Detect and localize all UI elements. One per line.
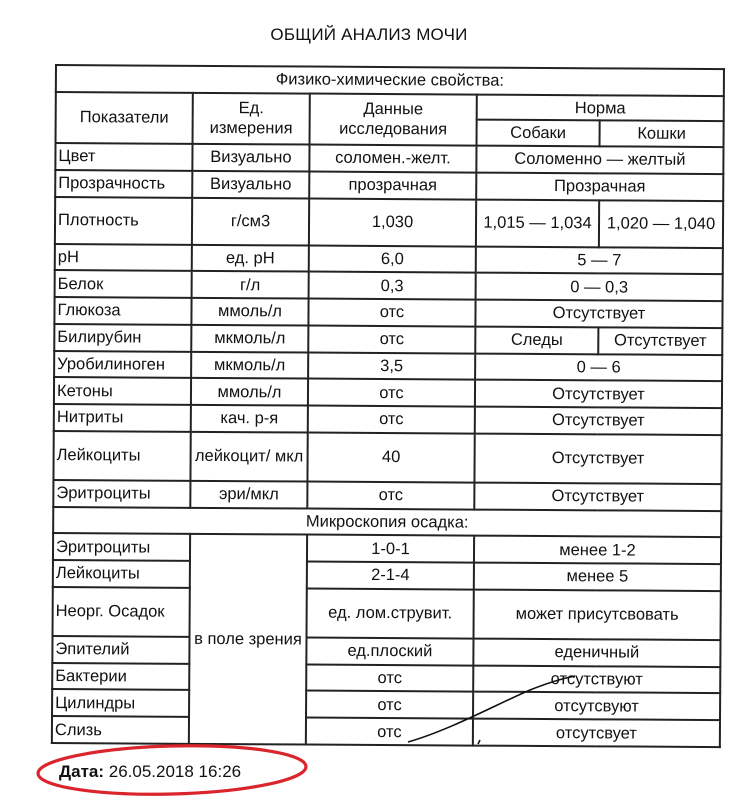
analysis-table <box>51 64 725 748</box>
analysis-table-sheet <box>51 64 723 748</box>
row-norm-dogs: Следы <box>475 326 598 353</box>
row-unit: ед. pH <box>192 244 309 271</box>
micro-row-value: ед.плоский <box>306 638 473 666</box>
row-unit: Визуально <box>192 171 309 198</box>
row-value: отс <box>308 379 475 407</box>
row-name: Лейкоциты <box>53 431 190 481</box>
row-norm: 0 — 6 <box>475 353 722 381</box>
row-value: 3,5 <box>308 352 475 380</box>
row-name: Белок <box>55 270 192 298</box>
row-value: 6,0 <box>309 245 476 273</box>
row-unit: ммоль/л <box>191 378 308 405</box>
micro-row-value: отс <box>306 664 473 692</box>
row-unit: ммоль/л <box>191 298 308 325</box>
row-unit: г/л <box>192 271 309 298</box>
micro-row-norm: менее 5 <box>474 563 721 591</box>
row-norm-cats: 1,020 — 1,040 <box>599 200 723 248</box>
row-norm: Отсутствует <box>474 433 721 484</box>
row-unit: мкмоль/л <box>191 325 308 352</box>
row-value: 40 <box>307 432 474 482</box>
header-norm: Норма <box>477 94 724 121</box>
row-name: Эритроциты <box>53 480 190 508</box>
row-norm: Отсутствует <box>474 482 721 510</box>
micro-row-name: Цилиндры <box>52 689 189 717</box>
micro-row-name: Лейкоциты <box>53 560 190 588</box>
row-norm: Отсутствует <box>475 380 722 408</box>
row-name: Кетоны <box>54 377 191 405</box>
micro-row-name: Эпителий <box>52 636 189 664</box>
date-value: 26.05.2018 16:26 <box>108 762 242 781</box>
row-unit: эри/мкл <box>190 481 307 508</box>
date-line <box>59 762 241 782</box>
section-physical-header: Физико-химические свойства: <box>56 65 724 96</box>
row-norm-dogs: 1,015 — 1,034 <box>476 199 599 247</box>
header-dogs: Собаки <box>477 120 600 146</box>
row-unit: мкмоль/л <box>191 351 308 378</box>
row-name: Уробилиноген <box>54 351 191 379</box>
row-norm: 0 — 0,3 <box>476 273 723 301</box>
row-name: Билирубин <box>54 324 191 352</box>
row-value: соломен.-желт. <box>309 145 476 173</box>
row-value: 1,030 <box>309 198 476 246</box>
micro-row-value: ед. лом.струвит. <box>307 588 474 638</box>
micro-row-value: 1-0-1 <box>307 535 474 563</box>
row-name: Плотность <box>55 197 192 245</box>
row-value: отс <box>308 406 475 434</box>
row-name: Цвет <box>55 143 192 171</box>
row-norm: Прозрачная <box>476 172 723 200</box>
micro-row-name: Неорг. Осадок <box>53 587 190 637</box>
row-value: 0,3 <box>309 272 476 300</box>
row-value: отс <box>308 299 475 327</box>
micro-row-value: отс <box>306 691 473 719</box>
header-cats: Кошки <box>600 121 724 147</box>
row-norm: 5 — 7 <box>476 246 723 274</box>
row-unit: Визуально <box>192 144 309 171</box>
micro-row-norm: отсутсвуют <box>473 692 720 720</box>
document-title: ОБЩИЙ АНАЛИЗ МОЧИ <box>270 25 468 44</box>
row-value: прозрачная <box>309 171 476 199</box>
micro-row-name: Эритроциты <box>53 533 190 561</box>
row-name: pH <box>55 244 192 272</box>
microscopy-unit: в поле зрения <box>189 534 307 744</box>
micro-row-norm: может присутсвовать <box>473 589 720 640</box>
row-norm: Соломенно — желтый <box>476 146 723 174</box>
micro-row-name: Бактерии <box>52 663 189 691</box>
row-norm-cats: Отсутствует <box>598 327 722 354</box>
row-unit: лейкоцит/ мкл <box>190 432 307 482</box>
micro-row-value: отс <box>306 718 473 746</box>
row-name: Глюкоза <box>54 297 191 325</box>
row-value: отс <box>308 325 475 353</box>
micro-row-norm: отсутствуют <box>473 665 720 693</box>
row-name: Нитриты <box>54 404 191 432</box>
date-label: Дата: <box>59 762 105 781</box>
row-norm: Отсутствует <box>475 300 722 328</box>
micro-row-norm: еденичный <box>473 639 720 667</box>
section-microscopy-header: Микроскопия осадка: <box>53 507 721 538</box>
header-unit: Ед. измерения <box>193 93 310 145</box>
row-value: отс <box>307 481 474 509</box>
row-name: Прозрачность <box>55 170 192 198</box>
row-unit: г/см3 <box>192 197 309 245</box>
row-unit: кач. р-я <box>191 405 308 432</box>
row-norm: Отсутствует <box>475 407 722 435</box>
micro-row-name: Слизь <box>52 716 189 744</box>
micro-row-value: 2-1-4 <box>307 562 474 590</box>
micro-row-norm: отсутсвует <box>473 719 720 747</box>
header-data: Данные исследования <box>310 93 477 145</box>
micro-row-norm: менее 1-2 <box>474 536 721 564</box>
header-indicator: Показатели <box>56 92 193 144</box>
